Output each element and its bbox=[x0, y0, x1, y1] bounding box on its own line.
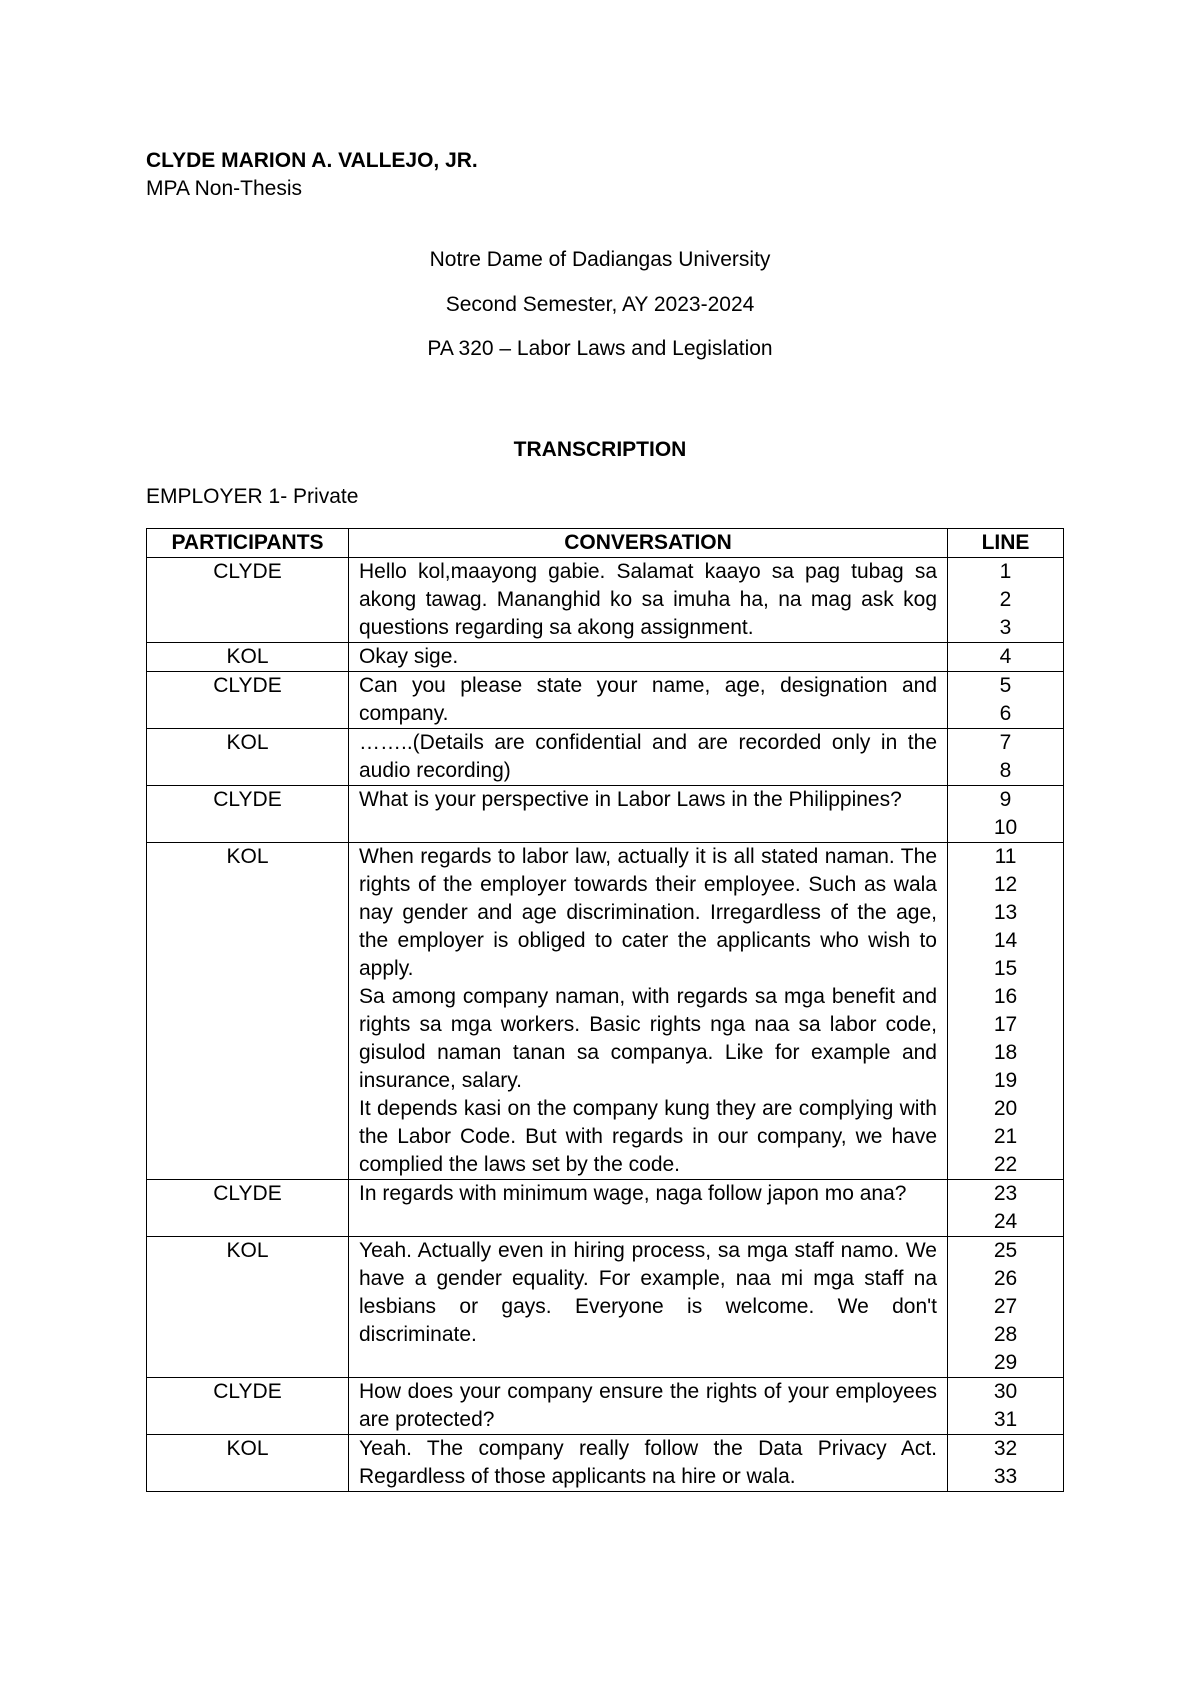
line-number: 14 bbox=[993, 929, 1018, 952]
line-number: 2 bbox=[999, 588, 1012, 611]
line-number: 32 bbox=[993, 1437, 1018, 1460]
table-row bbox=[147, 843, 1064, 1180]
conversation-cell bbox=[349, 1378, 948, 1435]
line-number: 10 bbox=[993, 816, 1018, 839]
table-row bbox=[147, 1237, 1064, 1378]
conversation-cell bbox=[349, 843, 948, 1180]
line-number: 20 bbox=[993, 1097, 1018, 1120]
line-number: 33 bbox=[993, 1465, 1018, 1488]
line-number: 23 bbox=[993, 1182, 1018, 1205]
line-number: 9 bbox=[999, 788, 1012, 811]
participant-cell: KOL bbox=[147, 1237, 349, 1378]
line-number: 16 bbox=[993, 985, 1018, 1008]
line-number: 28 bbox=[993, 1323, 1018, 1346]
line-number-cell bbox=[948, 843, 1064, 1180]
conversation-cell bbox=[349, 1435, 948, 1492]
school-name: Notre Dame of Dadiangas University bbox=[429, 248, 771, 271]
line-number: 18 bbox=[993, 1041, 1018, 1064]
conversation-cell bbox=[349, 1237, 948, 1378]
line-number-cell bbox=[948, 786, 1064, 843]
conversation-paragraph: Yeah. Actually even in hiring process, sa mga staff namo. We have a gender equality. For example, naa mi mga staff na lesbians or gays. Everyone is welcome. We don't discriminate. bbox=[359, 1239, 937, 1346]
conversation-paragraph: How does your company ensure the rights of your employees are protected? bbox=[359, 1380, 937, 1431]
table-row bbox=[147, 1378, 1064, 1435]
table-row bbox=[147, 1435, 1064, 1492]
table-row bbox=[147, 558, 1064, 643]
line-number-cell bbox=[948, 672, 1064, 729]
line-number: 27 bbox=[993, 1295, 1018, 1318]
participant-cell: KOL bbox=[147, 843, 349, 1180]
conversation-cell bbox=[349, 1180, 948, 1237]
program-name: MPA Non-Thesis bbox=[146, 177, 302, 200]
line-number-cell bbox=[948, 729, 1064, 786]
line-number: 12 bbox=[993, 873, 1018, 896]
header-conversation: CONVERSATION bbox=[349, 529, 948, 558]
line-number: 7 bbox=[999, 731, 1012, 754]
line-number: 30 bbox=[993, 1380, 1018, 1403]
line-number: 3 bbox=[999, 616, 1012, 639]
conversation-paragraph: Can you please state your name, age, designation and company. bbox=[359, 674, 937, 725]
line-number: 25 bbox=[993, 1239, 1018, 1262]
line-number: 31 bbox=[993, 1408, 1018, 1431]
line-number: 5 bbox=[999, 674, 1012, 697]
conversation-cell bbox=[349, 786, 948, 843]
conversation-paragraph: Hello kol,maayong gabie. Salamat kaayo sa pag tubag sa akong tawag. Mananghid ko sa imuha ha, na mag ask kog questions regarding sa akong assignment. bbox=[359, 560, 937, 639]
participant-cell: KOL bbox=[147, 1435, 349, 1492]
line-number-cell bbox=[948, 1237, 1064, 1378]
conversation-paragraph: What is your perspective in Labor Laws in the Philippines? bbox=[359, 788, 902, 811]
header-line: LINE bbox=[948, 529, 1064, 558]
participant-cell: KOL bbox=[147, 729, 349, 786]
conversation-cell bbox=[349, 672, 948, 729]
author-name: CLYDE MARION A. VALLEJO, JR. bbox=[146, 149, 478, 172]
participant-cell: KOL bbox=[147, 643, 349, 672]
table-row bbox=[147, 729, 1064, 786]
line-number-cell bbox=[948, 643, 1064, 672]
conversation-cell bbox=[349, 729, 948, 786]
line-number: 4 bbox=[999, 645, 1012, 668]
line-number-cell bbox=[948, 1180, 1064, 1237]
table-row bbox=[147, 1180, 1064, 1237]
line-number: 19 bbox=[993, 1069, 1018, 1092]
line-number: 6 bbox=[999, 702, 1012, 725]
conversation-paragraph: Sa among company naman, with regards sa mga benefit and rights sa mga workers. Basic rights nga naa sa labor code, gisulod naman tanan sa companya. Like for example and insurance, salary. bbox=[359, 985, 937, 1092]
line-number-cell bbox=[948, 1435, 1064, 1492]
document-title: TRANSCRIPTION bbox=[513, 438, 687, 461]
conversation-cell bbox=[349, 558, 948, 643]
conversation-cell bbox=[349, 643, 948, 672]
line-number: 8 bbox=[999, 759, 1012, 782]
participant-cell: CLYDE bbox=[147, 558, 349, 643]
semester-label: Second Semester, AY 2023-2024 bbox=[445, 293, 755, 316]
conversation-paragraph: Yeah. The company really follow the Data Privacy Act. Regardless of those applicants na hire or wala. bbox=[359, 1437, 937, 1488]
conversation-paragraph: When regards to labor law, actually it is all stated naman. The rights of the employer towards their employee. Such as wala nay gender and age discrimination. Irregardless of the age, the employer is obliged to cater the applicants who wish to apply. bbox=[359, 845, 937, 980]
table-row bbox=[147, 643, 1064, 672]
line-number: 11 bbox=[994, 845, 1017, 868]
table-row bbox=[147, 672, 1064, 729]
conversation-paragraph: In regards with minimum wage, naga follow japon mo ana? bbox=[359, 1182, 907, 1205]
transcript-table bbox=[146, 528, 1064, 1492]
line-number: 17 bbox=[993, 1013, 1018, 1036]
table-row bbox=[147, 786, 1064, 843]
participant-cell: CLYDE bbox=[147, 1378, 349, 1435]
table-header-row bbox=[147, 529, 1064, 558]
line-number: 15 bbox=[993, 957, 1018, 980]
line-number: 22 bbox=[993, 1153, 1018, 1176]
line-number-cell bbox=[948, 1378, 1064, 1435]
conversation-paragraph: It depends kasi on the company kung they are complying with the Labor Code. But with regards in our company, we have complied the laws set by the code. bbox=[359, 1097, 937, 1176]
transcript-body bbox=[147, 558, 1064, 1492]
line-number: 1 bbox=[999, 560, 1012, 583]
participant-cell: CLYDE bbox=[147, 786, 349, 843]
line-number: 29 bbox=[993, 1351, 1018, 1374]
participant-cell: CLYDE bbox=[147, 672, 349, 729]
line-number: 21 bbox=[993, 1125, 1018, 1148]
course-title: PA 320 – Labor Laws and Legislation bbox=[427, 337, 773, 360]
conversation-paragraph: ……..(Details are confidential and are recorded only in the audio recording) bbox=[359, 731, 937, 782]
line-number: 26 bbox=[993, 1267, 1018, 1290]
line-number: 13 bbox=[993, 901, 1018, 924]
section-label: EMPLOYER 1- Private bbox=[146, 485, 359, 508]
header-participants: PARTICIPANTS bbox=[147, 529, 349, 558]
participant-cell: CLYDE bbox=[147, 1180, 349, 1237]
conversation-paragraph: Okay sige. bbox=[359, 645, 459, 668]
line-number: 24 bbox=[993, 1210, 1018, 1233]
line-number-cell bbox=[948, 558, 1064, 643]
